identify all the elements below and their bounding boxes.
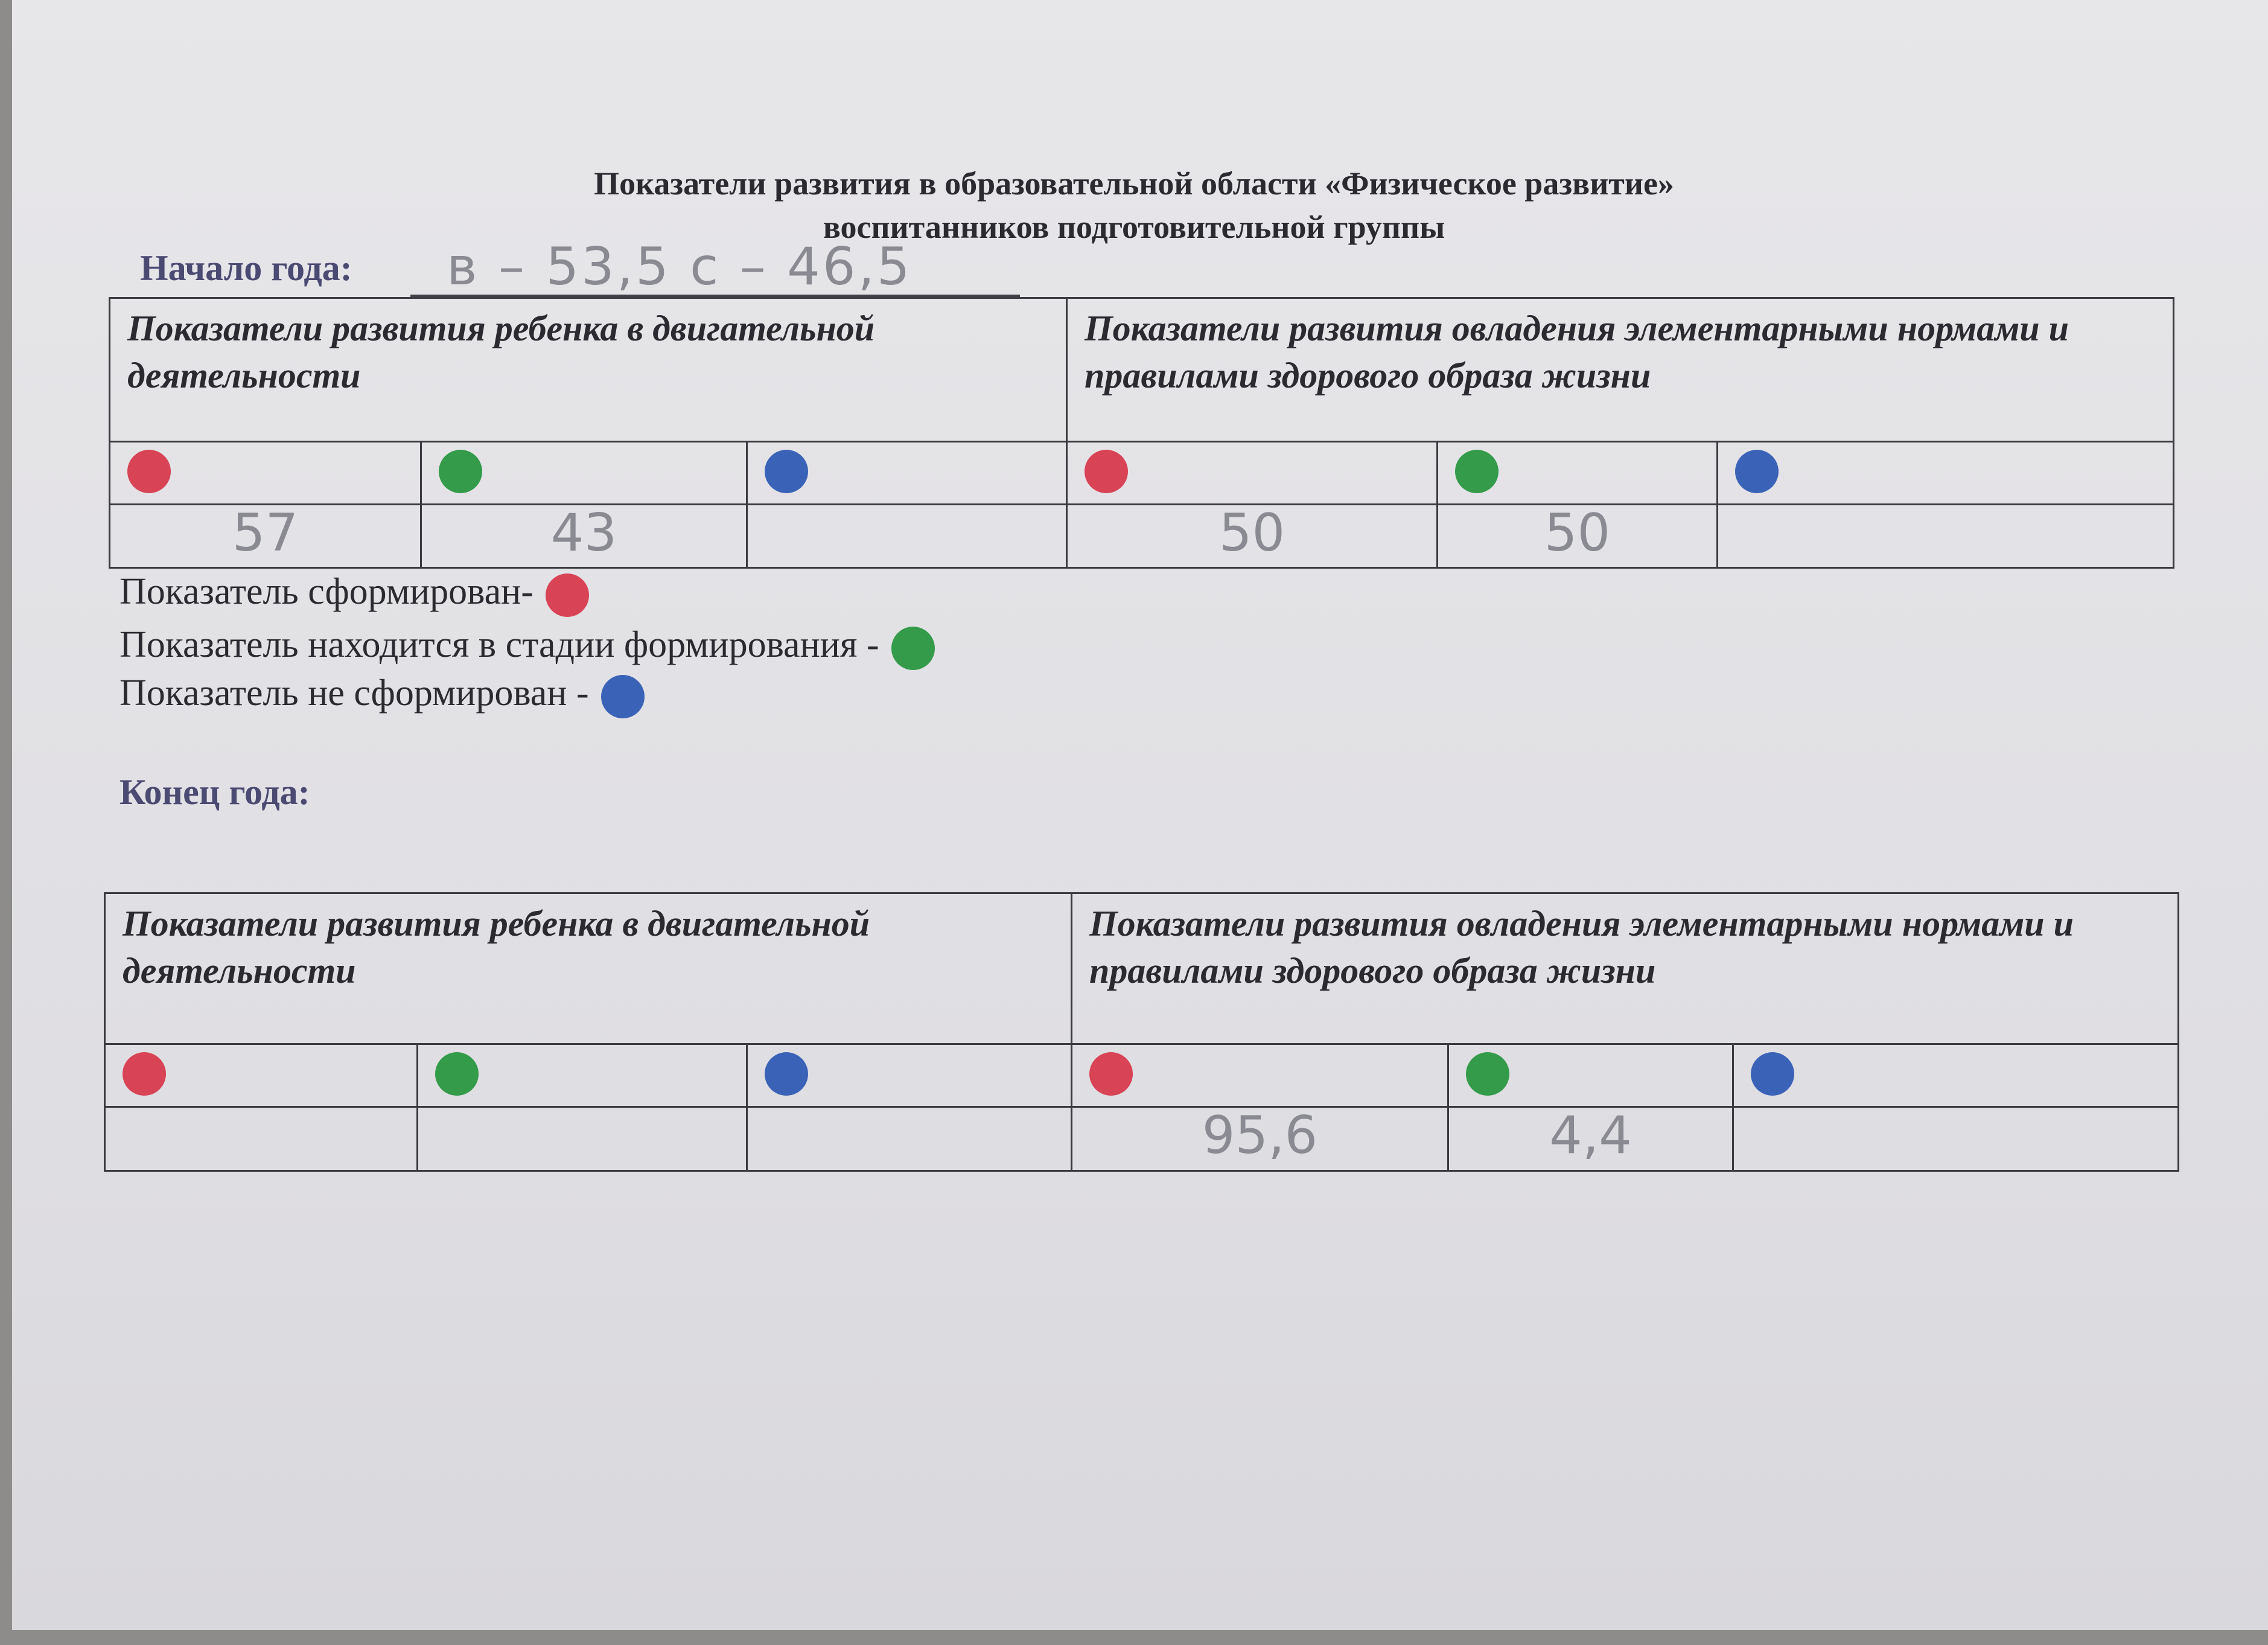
green-dot-icon [439, 450, 482, 493]
start-motor-forming-cell [421, 441, 747, 505]
start-value-health-forming: 50 [1438, 505, 1718, 568]
start-header-motor: Показатели развития ребенка в двигательной деятельности [110, 298, 1067, 442]
start-value-motor-formed: 57 [110, 505, 421, 568]
red-dot-icon [123, 1052, 166, 1096]
red-dot-icon [1085, 450, 1128, 493]
start-health-forming-cell [1438, 441, 1718, 505]
end-motor-not-formed-cell [747, 1044, 1072, 1107]
end-health-not-formed-cell [1733, 1044, 2179, 1107]
end-header-healthy-lifestyle: Показатели развития овладения элементарными нормами и правилами здорового образа жизни [1072, 893, 2179, 1044]
blue-dot-icon [1735, 450, 1779, 493]
green-dot-icon [435, 1052, 479, 1096]
start-motor-formed-cell [110, 441, 421, 505]
document-title [0, 162, 2268, 249]
blue-dot-icon [765, 450, 808, 493]
title-line-2: воспитанников подготовительной группы [823, 209, 1445, 245]
green-dot-icon [1466, 1052, 1509, 1096]
end-value-motor-forming [418, 1107, 747, 1171]
start-year-handwritten-note: в – 53,5 с – 46,5 [447, 237, 913, 297]
green-dot-icon [891, 627, 935, 670]
start-motor-not-formed-cell [747, 441, 1067, 505]
red-dot-icon [1089, 1052, 1133, 1096]
legend-formed-text: Показатель сформирован- [119, 571, 534, 612]
end-header-motor: Показатели развития ребенка в двигательной деятельности [105, 893, 1072, 1044]
end-value-health-not-formed [1733, 1107, 2179, 1171]
legend-forming [119, 622, 935, 670]
title-line-1: Показатели развития в образовательной области «Физическое развитие» [594, 165, 1674, 202]
legend-not-formed [119, 670, 645, 718]
blue-dot-icon [765, 1052, 808, 1096]
start-health-not-formed-cell [1718, 441, 2174, 505]
legend-forming-text: Показатель находится в стадии формирования - [119, 624, 879, 665]
start-health-formed-cell [1067, 441, 1438, 505]
blue-dot-icon [601, 675, 645, 718]
start-header-healthy-lifestyle: Показатели развития овладения элементарными нормами и правилами здорового образа жизни [1067, 298, 2174, 442]
end-motor-forming-cell [418, 1044, 747, 1107]
end-year-label: Конец года: [119, 772, 310, 812]
legend-formed [119, 569, 589, 617]
end-value-motor-not-formed [747, 1107, 1072, 1171]
blue-dot-icon [1751, 1052, 1794, 1096]
start-year-label: Начало года: [140, 248, 352, 288]
end-value-health-forming: 4,4 [1448, 1107, 1733, 1171]
end-motor-formed-cell [105, 1044, 418, 1107]
end-value-health-formed: 95,6 [1072, 1107, 1448, 1171]
green-dot-icon [1455, 450, 1499, 493]
start-value-health-formed: 50 [1067, 505, 1438, 568]
start-value-health-not-formed [1718, 505, 2174, 568]
start-value-motor-forming: 43 [421, 505, 747, 568]
red-dot-icon [127, 450, 171, 493]
start-year-table [109, 297, 2174, 569]
end-value-motor-formed [105, 1107, 418, 1171]
red-dot-icon [546, 573, 589, 617]
start-value-motor-not-formed [747, 505, 1067, 568]
legend-not-formed-text: Показатель не сформирован - [119, 672, 589, 714]
end-health-forming-cell [1448, 1044, 1733, 1107]
end-health-formed-cell [1072, 1044, 1448, 1107]
end-year-table [104, 892, 2179, 1172]
